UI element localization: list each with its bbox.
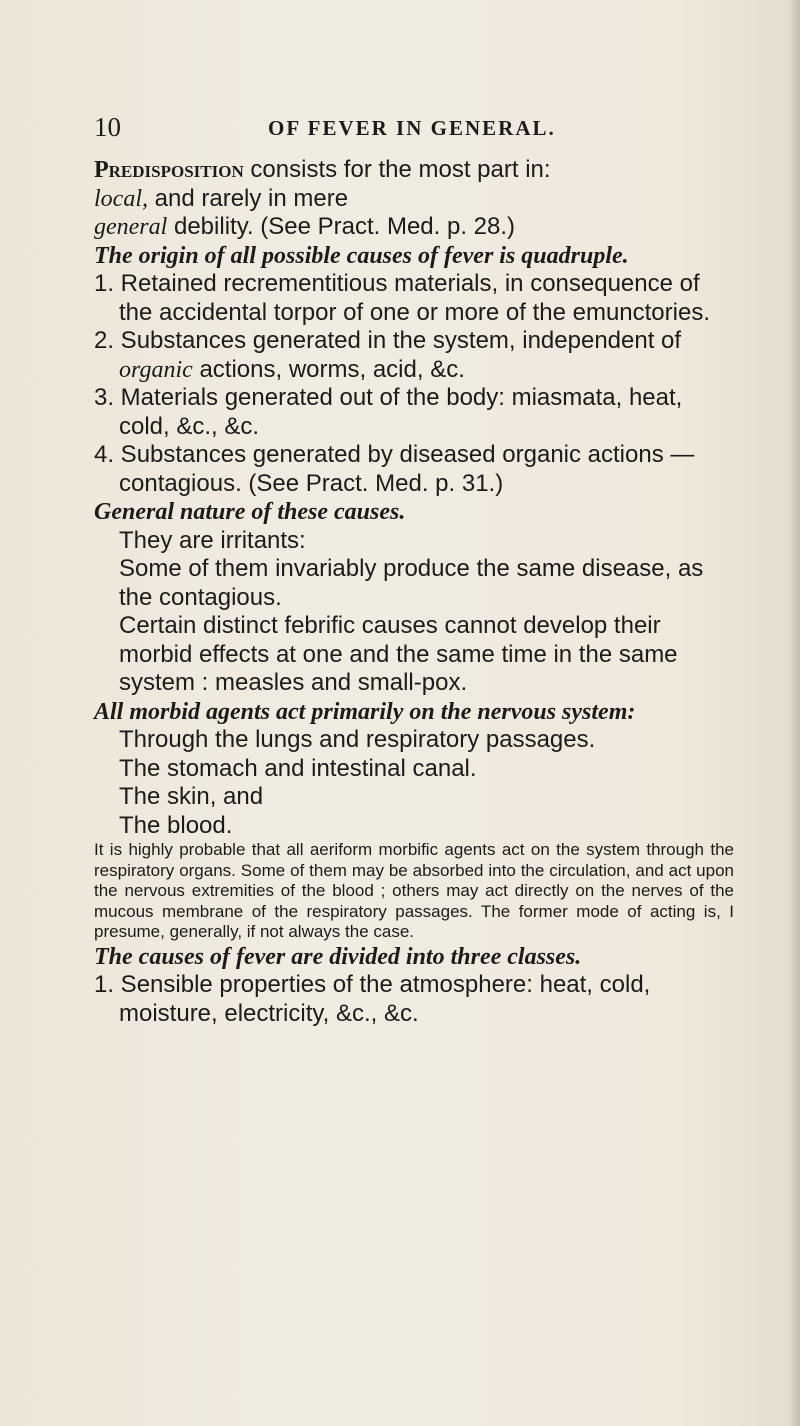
nature-line-3: Certain distinct febrific causes cannot develop their morbid effects at one and the same time in the same system : measles and small-pox. <box>119 612 678 696</box>
page-edge-shadow <box>788 0 800 1426</box>
cause-item-3: 3. Materials generated out of the body: miasmata, heat, cold, &c., &c. <box>94 384 683 440</box>
local-line: local, and rarely in mere <box>94 184 349 212</box>
general-line: general debility. (See Pract. Med. p. 28.) <box>94 213 516 240</box>
heading-three-classes: The causes of fever are divided into three classes. <box>94 943 582 970</box>
heading-origin: The origin of all possible causes of fever is quadruple. <box>94 242 629 269</box>
cause-item-1: 1. Retained recrementitious materials, in consequence of the accidental torpor of one or more of the emunctories. <box>94 270 710 326</box>
nature-line-1: They are irritants: <box>119 526 306 554</box>
cause-item-4: 4. Substances generated by diseased organic actions —contagious. (See Pract. Med. p. 31.) <box>94 441 695 497</box>
predisposition-line: Predisposition consists for the most part in: <box>94 156 551 183</box>
heading-morbid-agents: All morbid agents act primarily on the nervous system: <box>94 698 636 725</box>
predisposition-term: Predisposition <box>94 157 244 183</box>
route-line-1: Through the lungs and respiratory passages. <box>119 726 596 753</box>
class-item-1: 1. Sensible properties of the atmosphere: heat, cold, moisture, electricity, &c., &c. <box>94 971 651 1027</box>
nature-line-2: Some of them invariably produce the same disease, as the contagious. <box>119 555 704 611</box>
route-line-2: The stomach and intestinal canal. <box>119 754 477 782</box>
body-text <box>94 156 734 1028</box>
route-line-3: The skin, and <box>119 783 264 810</box>
heading-general-nature: General nature of these causes. <box>94 499 406 525</box>
page-number: 10 <box>94 112 121 142</box>
cause-item-2: 2. Substances generated in the system, independent of organic actions, worms, acid, &c. <box>94 327 682 383</box>
footnote-paragraph: It is highly probable that all aeriform morbific agents act on the system through the respiratory organs. Some of them may be absorbed into the circulation, and act upon the nervous extremities of the blood ; others may act directly on the nerves of the mucous membrane of the respiratory passages. The former mode of acting is, I presume, generally, if not always the case. <box>94 840 734 941</box>
page-header <box>94 112 734 152</box>
route-line-4: The blood. <box>119 811 233 839</box>
running-head: OF FEVER IN GENERAL. <box>268 116 556 140</box>
